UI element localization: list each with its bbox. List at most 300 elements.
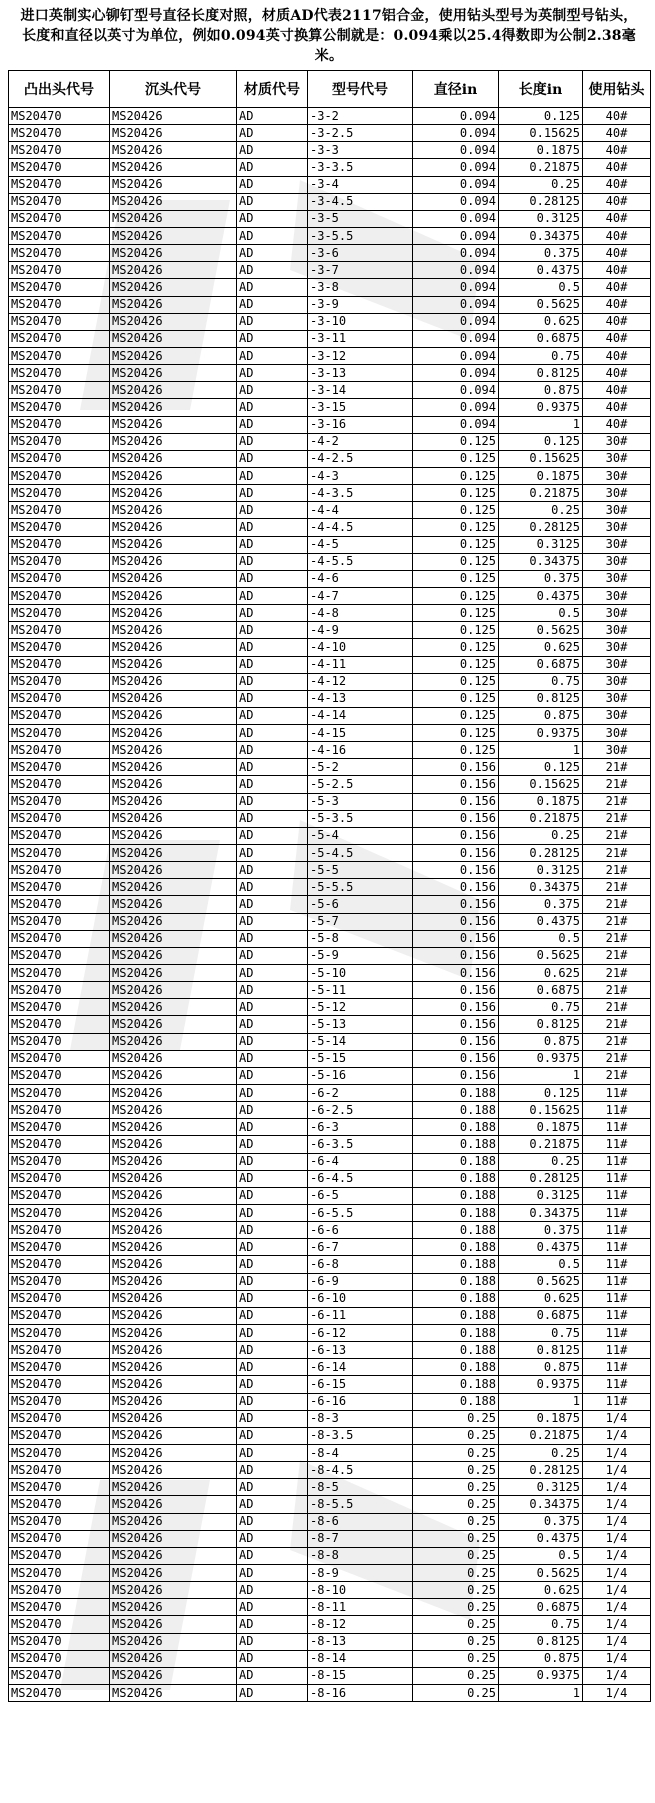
cell-model-code: -6-16 bbox=[308, 1393, 413, 1410]
cell-countersunk-code: MS20426 bbox=[110, 1444, 237, 1461]
cell-material: AD bbox=[237, 313, 308, 330]
table-row bbox=[9, 1530, 651, 1547]
cell-protruding-code: MS20470 bbox=[9, 1119, 110, 1136]
cell-countersunk-code: MS20426 bbox=[110, 827, 237, 844]
cell-model-code: -4-4.5 bbox=[308, 519, 413, 536]
cell-length: 0.375 bbox=[499, 570, 583, 587]
cell-countersunk-code: MS20426 bbox=[110, 519, 237, 536]
cell-model-code: -3-5 bbox=[308, 210, 413, 227]
cell-diameter: 0.156 bbox=[413, 947, 499, 964]
table-row bbox=[9, 1582, 651, 1599]
cell-drill: 30# bbox=[583, 639, 651, 656]
table-row bbox=[9, 725, 651, 742]
cell-length: 0.9375 bbox=[499, 1050, 583, 1067]
cell-length: 0.8125 bbox=[499, 690, 583, 707]
cell-drill: 30# bbox=[583, 485, 651, 502]
cell-diameter: 0.094 bbox=[413, 245, 499, 262]
cell-drill: 11# bbox=[583, 1187, 651, 1204]
header-diameter: 直径in bbox=[413, 71, 499, 108]
cell-protruding-code: MS20470 bbox=[9, 433, 110, 450]
cell-length: 0.4375 bbox=[499, 1239, 583, 1256]
cell-material: AD bbox=[237, 382, 308, 399]
cell-countersunk-code: MS20426 bbox=[110, 965, 237, 982]
cell-material: AD bbox=[237, 347, 308, 364]
cell-diameter: 0.25 bbox=[413, 1444, 499, 1461]
cell-model-code: -8-11 bbox=[308, 1599, 413, 1616]
table-row bbox=[9, 142, 651, 159]
table-row bbox=[9, 810, 651, 827]
cell-diameter: 0.156 bbox=[413, 879, 499, 896]
cell-length: 0.9375 bbox=[499, 725, 583, 742]
table-row bbox=[9, 1273, 651, 1290]
cell-model-code: -5-11 bbox=[308, 982, 413, 999]
cell-length: 0.625 bbox=[499, 965, 583, 982]
cell-model-code: -4-8 bbox=[308, 605, 413, 622]
cell-model-code: -5-8 bbox=[308, 930, 413, 947]
cell-countersunk-code: MS20426 bbox=[110, 1479, 237, 1496]
table-row bbox=[9, 1239, 651, 1256]
cell-model-code: -3-10 bbox=[308, 313, 413, 330]
cell-model-code: -4-16 bbox=[308, 742, 413, 759]
cell-material: AD bbox=[237, 1324, 308, 1341]
table-row bbox=[9, 913, 651, 930]
cell-material: AD bbox=[237, 1239, 308, 1256]
cell-diameter: 0.25 bbox=[413, 1530, 499, 1547]
cell-protruding-code: MS20470 bbox=[9, 1513, 110, 1530]
cell-diameter: 0.188 bbox=[413, 1376, 499, 1393]
cell-material: AD bbox=[237, 862, 308, 879]
cell-drill: 11# bbox=[583, 1085, 651, 1102]
cell-material: AD bbox=[237, 930, 308, 947]
table-row bbox=[9, 1170, 651, 1187]
cell-protruding-code: MS20470 bbox=[9, 1410, 110, 1427]
cell-model-code: -4-5.5 bbox=[308, 553, 413, 570]
cell-length: 0.34375 bbox=[499, 879, 583, 896]
cell-model-code: -8-3 bbox=[308, 1410, 413, 1427]
cell-length: 0.875 bbox=[499, 1650, 583, 1667]
cell-length: 0.15625 bbox=[499, 1102, 583, 1119]
cell-protruding-code: MS20470 bbox=[9, 707, 110, 724]
cell-material: AD bbox=[237, 1496, 308, 1513]
cell-length: 0.15625 bbox=[499, 125, 583, 142]
table-row bbox=[9, 159, 651, 176]
table-row bbox=[9, 879, 651, 896]
cell-protruding-code: MS20470 bbox=[9, 1222, 110, 1239]
cell-drill: 11# bbox=[583, 1222, 651, 1239]
cell-drill: 1/4 bbox=[583, 1410, 651, 1427]
cell-countersunk-code: MS20426 bbox=[110, 1222, 237, 1239]
cell-material: AD bbox=[237, 1119, 308, 1136]
cell-material: AD bbox=[237, 673, 308, 690]
cell-countersunk-code: MS20426 bbox=[110, 1496, 237, 1513]
cell-countersunk-code: MS20426 bbox=[110, 1684, 237, 1701]
cell-length: 1 bbox=[499, 1393, 583, 1410]
cell-drill: 1/4 bbox=[583, 1547, 651, 1564]
cell-protruding-code: MS20470 bbox=[9, 1102, 110, 1119]
cell-countersunk-code: MS20426 bbox=[110, 1050, 237, 1067]
cell-countersunk-code: MS20426 bbox=[110, 1324, 237, 1341]
cell-material: AD bbox=[237, 690, 308, 707]
cell-material: AD bbox=[237, 296, 308, 313]
cell-material: AD bbox=[237, 1462, 308, 1479]
cell-model-code: -5-2.5 bbox=[308, 776, 413, 793]
cell-drill: 30# bbox=[583, 742, 651, 759]
cell-protruding-code: MS20470 bbox=[9, 519, 110, 536]
cell-diameter: 0.156 bbox=[413, 930, 499, 947]
cell-diameter: 0.156 bbox=[413, 896, 499, 913]
cell-protruding-code: MS20470 bbox=[9, 347, 110, 364]
cell-protruding-code: MS20470 bbox=[9, 965, 110, 982]
table-row bbox=[9, 1479, 651, 1496]
cell-diameter: 0.094 bbox=[413, 399, 499, 416]
cell-diameter: 0.094 bbox=[413, 347, 499, 364]
cell-length: 1 bbox=[499, 416, 583, 433]
cell-protruding-code: MS20470 bbox=[9, 502, 110, 519]
cell-length: 0.3125 bbox=[499, 536, 583, 553]
cell-drill: 11# bbox=[583, 1324, 651, 1341]
cell-protruding-code: MS20470 bbox=[9, 1599, 110, 1616]
cell-model-code: -4-15 bbox=[308, 725, 413, 742]
cell-material: AD bbox=[237, 433, 308, 450]
cell-protruding-code: MS20470 bbox=[9, 1530, 110, 1547]
cell-model-code: -5-7 bbox=[308, 913, 413, 930]
cell-material: AD bbox=[237, 1633, 308, 1650]
cell-model-code: -5-5.5 bbox=[308, 879, 413, 896]
cell-protruding-code: MS20470 bbox=[9, 1170, 110, 1187]
cell-model-code: -4-4 bbox=[308, 502, 413, 519]
cell-diameter: 0.094 bbox=[413, 416, 499, 433]
table-row bbox=[9, 1462, 651, 1479]
cell-material: AD bbox=[237, 1136, 308, 1153]
cell-drill: 11# bbox=[583, 1239, 651, 1256]
cell-drill: 21# bbox=[583, 879, 651, 896]
cell-drill: 40# bbox=[583, 245, 651, 262]
cell-protruding-code: MS20470 bbox=[9, 1547, 110, 1564]
cell-countersunk-code: MS20426 bbox=[110, 450, 237, 467]
cell-countersunk-code: MS20426 bbox=[110, 845, 237, 862]
table-row bbox=[9, 1085, 651, 1102]
table-row bbox=[9, 330, 651, 347]
cell-model-code: -8-7 bbox=[308, 1530, 413, 1547]
cell-material: AD bbox=[237, 570, 308, 587]
cell-protruding-code: MS20470 bbox=[9, 896, 110, 913]
cell-drill: 40# bbox=[583, 296, 651, 313]
cell-countersunk-code: MS20426 bbox=[110, 279, 237, 296]
cell-drill: 11# bbox=[583, 1119, 651, 1136]
cell-protruding-code: MS20470 bbox=[9, 142, 110, 159]
cell-protruding-code: MS20470 bbox=[9, 485, 110, 502]
cell-drill: 30# bbox=[583, 656, 651, 673]
cell-diameter: 0.188 bbox=[413, 1342, 499, 1359]
cell-diameter: 0.125 bbox=[413, 725, 499, 742]
cell-countersunk-code: MS20426 bbox=[110, 879, 237, 896]
cell-protruding-code: MS20470 bbox=[9, 450, 110, 467]
cell-drill: 1/4 bbox=[583, 1462, 651, 1479]
cell-drill: 30# bbox=[583, 587, 651, 604]
cell-countersunk-code: MS20426 bbox=[110, 502, 237, 519]
cell-length: 0.75 bbox=[499, 1324, 583, 1341]
cell-material: AD bbox=[237, 502, 308, 519]
cell-material: AD bbox=[237, 1205, 308, 1222]
table-row bbox=[9, 502, 651, 519]
table-row bbox=[9, 1684, 651, 1701]
cell-drill: 11# bbox=[583, 1393, 651, 1410]
cell-countersunk-code: MS20426 bbox=[110, 1033, 237, 1050]
cell-material: AD bbox=[237, 605, 308, 622]
table-row bbox=[9, 1496, 651, 1513]
cell-countersunk-code: MS20426 bbox=[110, 1393, 237, 1410]
table-row bbox=[9, 108, 651, 125]
cell-protruding-code: MS20470 bbox=[9, 982, 110, 999]
cell-diameter: 0.25 bbox=[413, 1684, 499, 1701]
cell-protruding-code: MS20470 bbox=[9, 879, 110, 896]
cell-length: 0.125 bbox=[499, 108, 583, 125]
cell-countersunk-code: MS20426 bbox=[110, 999, 237, 1016]
cell-countersunk-code: MS20426 bbox=[110, 245, 237, 262]
cell-material: AD bbox=[237, 759, 308, 776]
table-row bbox=[9, 1667, 651, 1684]
cell-material: AD bbox=[237, 1650, 308, 1667]
cell-protruding-code: MS20470 bbox=[9, 1290, 110, 1307]
cell-countersunk-code: MS20426 bbox=[110, 193, 237, 210]
table-row bbox=[9, 1222, 651, 1239]
cell-model-code: -6-10 bbox=[308, 1290, 413, 1307]
cell-material: AD bbox=[237, 725, 308, 742]
cell-material: AD bbox=[237, 1067, 308, 1084]
table-row bbox=[9, 1324, 651, 1341]
cell-model-code: -8-5.5 bbox=[308, 1496, 413, 1513]
cell-protruding-code: MS20470 bbox=[9, 553, 110, 570]
cell-diameter: 0.094 bbox=[413, 108, 499, 125]
cell-countersunk-code: MS20426 bbox=[110, 759, 237, 776]
cell-protruding-code: MS20470 bbox=[9, 1667, 110, 1684]
cell-drill: 11# bbox=[583, 1205, 651, 1222]
cell-model-code: -5-9 bbox=[308, 947, 413, 964]
cell-model-code: -4-10 bbox=[308, 639, 413, 656]
cell-countersunk-code: MS20426 bbox=[110, 159, 237, 176]
cell-drill: 1/4 bbox=[583, 1650, 651, 1667]
cell-length: 0.3125 bbox=[499, 862, 583, 879]
cell-countersunk-code: MS20426 bbox=[110, 347, 237, 364]
cell-diameter: 0.188 bbox=[413, 1222, 499, 1239]
cell-length: 0.1875 bbox=[499, 142, 583, 159]
table-row bbox=[9, 793, 651, 810]
cell-drill: 30# bbox=[583, 622, 651, 639]
cell-drill: 40# bbox=[583, 227, 651, 244]
cell-length: 1 bbox=[499, 1067, 583, 1084]
cell-length: 0.28125 bbox=[499, 1462, 583, 1479]
cell-protruding-code: MS20470 bbox=[9, 999, 110, 1016]
cell-material: AD bbox=[237, 227, 308, 244]
cell-diameter: 0.094 bbox=[413, 125, 499, 142]
cell-length: 0.15625 bbox=[499, 776, 583, 793]
cell-model-code: -5-6 bbox=[308, 896, 413, 913]
cell-length: 0.75 bbox=[499, 673, 583, 690]
cell-material: AD bbox=[237, 793, 308, 810]
cell-length: 0.5625 bbox=[499, 1273, 583, 1290]
cell-protruding-code: MS20470 bbox=[9, 1479, 110, 1496]
cell-protruding-code: MS20470 bbox=[9, 467, 110, 484]
cell-protruding-code: MS20470 bbox=[9, 690, 110, 707]
cell-drill: 1/4 bbox=[583, 1599, 651, 1616]
cell-protruding-code: MS20470 bbox=[9, 1050, 110, 1067]
cell-countersunk-code: MS20426 bbox=[110, 1273, 237, 1290]
cell-drill: 40# bbox=[583, 193, 651, 210]
cell-countersunk-code: MS20426 bbox=[110, 639, 237, 656]
cell-length: 0.25 bbox=[499, 1444, 583, 1461]
cell-diameter: 0.125 bbox=[413, 502, 499, 519]
table-row bbox=[9, 1410, 651, 1427]
cell-length: 0.625 bbox=[499, 1582, 583, 1599]
cell-length: 0.5625 bbox=[499, 296, 583, 313]
cell-length: 0.8125 bbox=[499, 1633, 583, 1650]
cell-protruding-code: MS20470 bbox=[9, 399, 110, 416]
cell-diameter: 0.094 bbox=[413, 262, 499, 279]
cell-model-code: -3-5.5 bbox=[308, 227, 413, 244]
cell-diameter: 0.125 bbox=[413, 467, 499, 484]
cell-length: 0.8125 bbox=[499, 365, 583, 382]
cell-countersunk-code: MS20426 bbox=[110, 570, 237, 587]
table-row bbox=[9, 313, 651, 330]
cell-model-code: -5-12 bbox=[308, 999, 413, 1016]
cell-protruding-code: MS20470 bbox=[9, 279, 110, 296]
table-row bbox=[9, 1153, 651, 1170]
cell-model-code: -8-10 bbox=[308, 1582, 413, 1599]
cell-protruding-code: MS20470 bbox=[9, 793, 110, 810]
cell-countersunk-code: MS20426 bbox=[110, 1599, 237, 1616]
cell-model-code: -5-15 bbox=[308, 1050, 413, 1067]
cell-material: AD bbox=[237, 810, 308, 827]
cell-length: 0.5625 bbox=[499, 947, 583, 964]
cell-length: 0.8125 bbox=[499, 1016, 583, 1033]
cell-material: AD bbox=[237, 776, 308, 793]
cell-length: 0.75 bbox=[499, 1616, 583, 1633]
cell-diameter: 0.125 bbox=[413, 433, 499, 450]
cell-material: AD bbox=[237, 622, 308, 639]
cell-model-code: -5-2 bbox=[308, 759, 413, 776]
table-row bbox=[9, 656, 651, 673]
cell-diameter: 0.25 bbox=[413, 1427, 499, 1444]
cell-material: AD bbox=[237, 245, 308, 262]
cell-drill: 11# bbox=[583, 1307, 651, 1324]
cell-material: AD bbox=[237, 125, 308, 142]
cell-diameter: 0.25 bbox=[413, 1513, 499, 1530]
cell-model-code: -8-13 bbox=[308, 1633, 413, 1650]
cell-model-code: -3-13 bbox=[308, 365, 413, 382]
cell-diameter: 0.094 bbox=[413, 279, 499, 296]
table-row bbox=[9, 1599, 651, 1616]
cell-protruding-code: MS20470 bbox=[9, 1462, 110, 1479]
table-row bbox=[9, 450, 651, 467]
cell-material: AD bbox=[237, 262, 308, 279]
table-row bbox=[9, 776, 651, 793]
table-row bbox=[9, 1359, 651, 1376]
cell-drill: 1/4 bbox=[583, 1513, 651, 1530]
cell-protruding-code: MS20470 bbox=[9, 742, 110, 759]
table-row bbox=[9, 690, 651, 707]
cell-protruding-code: MS20470 bbox=[9, 605, 110, 622]
cell-protruding-code: MS20470 bbox=[9, 313, 110, 330]
cell-diameter: 0.188 bbox=[413, 1102, 499, 1119]
table-row bbox=[9, 827, 651, 844]
table-row bbox=[9, 930, 651, 947]
cell-countersunk-code: MS20426 bbox=[110, 313, 237, 330]
cell-length: 0.25 bbox=[499, 1153, 583, 1170]
table-row bbox=[9, 347, 651, 364]
cell-material: AD bbox=[237, 1102, 308, 1119]
cell-material: AD bbox=[237, 1599, 308, 1616]
cell-material: AD bbox=[237, 742, 308, 759]
cell-model-code: -3-4.5 bbox=[308, 193, 413, 210]
cell-model-code: -5-3 bbox=[308, 793, 413, 810]
cell-drill: 1/4 bbox=[583, 1479, 651, 1496]
cell-length: 0.125 bbox=[499, 433, 583, 450]
cell-protruding-code: MS20470 bbox=[9, 1650, 110, 1667]
cell-diameter: 0.125 bbox=[413, 536, 499, 553]
cell-protruding-code: MS20470 bbox=[9, 587, 110, 604]
cell-model-code: -3-2 bbox=[308, 108, 413, 125]
cell-protruding-code: MS20470 bbox=[9, 639, 110, 656]
cell-diameter: 0.156 bbox=[413, 999, 499, 1016]
cell-drill: 30# bbox=[583, 605, 651, 622]
cell-countersunk-code: MS20426 bbox=[110, 1616, 237, 1633]
table-row bbox=[9, 742, 651, 759]
cell-model-code: -5-10 bbox=[308, 965, 413, 982]
cell-model-code: -6-14 bbox=[308, 1359, 413, 1376]
cell-diameter: 0.156 bbox=[413, 776, 499, 793]
table-row bbox=[9, 1102, 651, 1119]
table-row bbox=[9, 553, 651, 570]
cell-drill: 40# bbox=[583, 159, 651, 176]
cell-countersunk-code: MS20426 bbox=[110, 1547, 237, 1564]
cell-material: AD bbox=[237, 1564, 308, 1581]
cell-countersunk-code: MS20426 bbox=[110, 810, 237, 827]
cell-countersunk-code: MS20426 bbox=[110, 1462, 237, 1479]
cell-model-code: -6-9 bbox=[308, 1273, 413, 1290]
cell-model-code: -8-9 bbox=[308, 1564, 413, 1581]
cell-diameter: 0.25 bbox=[413, 1496, 499, 1513]
cell-model-code: -4-2.5 bbox=[308, 450, 413, 467]
cell-length: 1 bbox=[499, 1684, 583, 1701]
cell-protruding-code: MS20470 bbox=[9, 1633, 110, 1650]
cell-diameter: 0.094 bbox=[413, 159, 499, 176]
cell-drill: 1/4 bbox=[583, 1616, 651, 1633]
table-row bbox=[9, 1513, 651, 1530]
cell-material: AD bbox=[237, 1444, 308, 1461]
cell-countersunk-code: MS20426 bbox=[110, 1359, 237, 1376]
cell-protruding-code: MS20470 bbox=[9, 108, 110, 125]
table-row bbox=[9, 1547, 651, 1564]
cell-protruding-code: MS20470 bbox=[9, 1136, 110, 1153]
cell-diameter: 0.094 bbox=[413, 142, 499, 159]
table-row bbox=[9, 399, 651, 416]
cell-countersunk-code: MS20426 bbox=[110, 1633, 237, 1650]
cell-length: 0.125 bbox=[499, 1085, 583, 1102]
cell-protruding-code: MS20470 bbox=[9, 1067, 110, 1084]
cell-countersunk-code: MS20426 bbox=[110, 1016, 237, 1033]
cell-drill: 30# bbox=[583, 725, 651, 742]
cell-countersunk-code: MS20426 bbox=[110, 485, 237, 502]
cell-model-code: -8-5 bbox=[308, 1479, 413, 1496]
cell-diameter: 0.125 bbox=[413, 605, 499, 622]
cell-model-code: -3-15 bbox=[308, 399, 413, 416]
cell-length: 0.625 bbox=[499, 639, 583, 656]
cell-material: AD bbox=[237, 467, 308, 484]
cell-drill: 30# bbox=[583, 450, 651, 467]
cell-drill: 30# bbox=[583, 467, 651, 484]
cell-protruding-code: MS20470 bbox=[9, 1393, 110, 1410]
cell-material: AD bbox=[237, 279, 308, 296]
